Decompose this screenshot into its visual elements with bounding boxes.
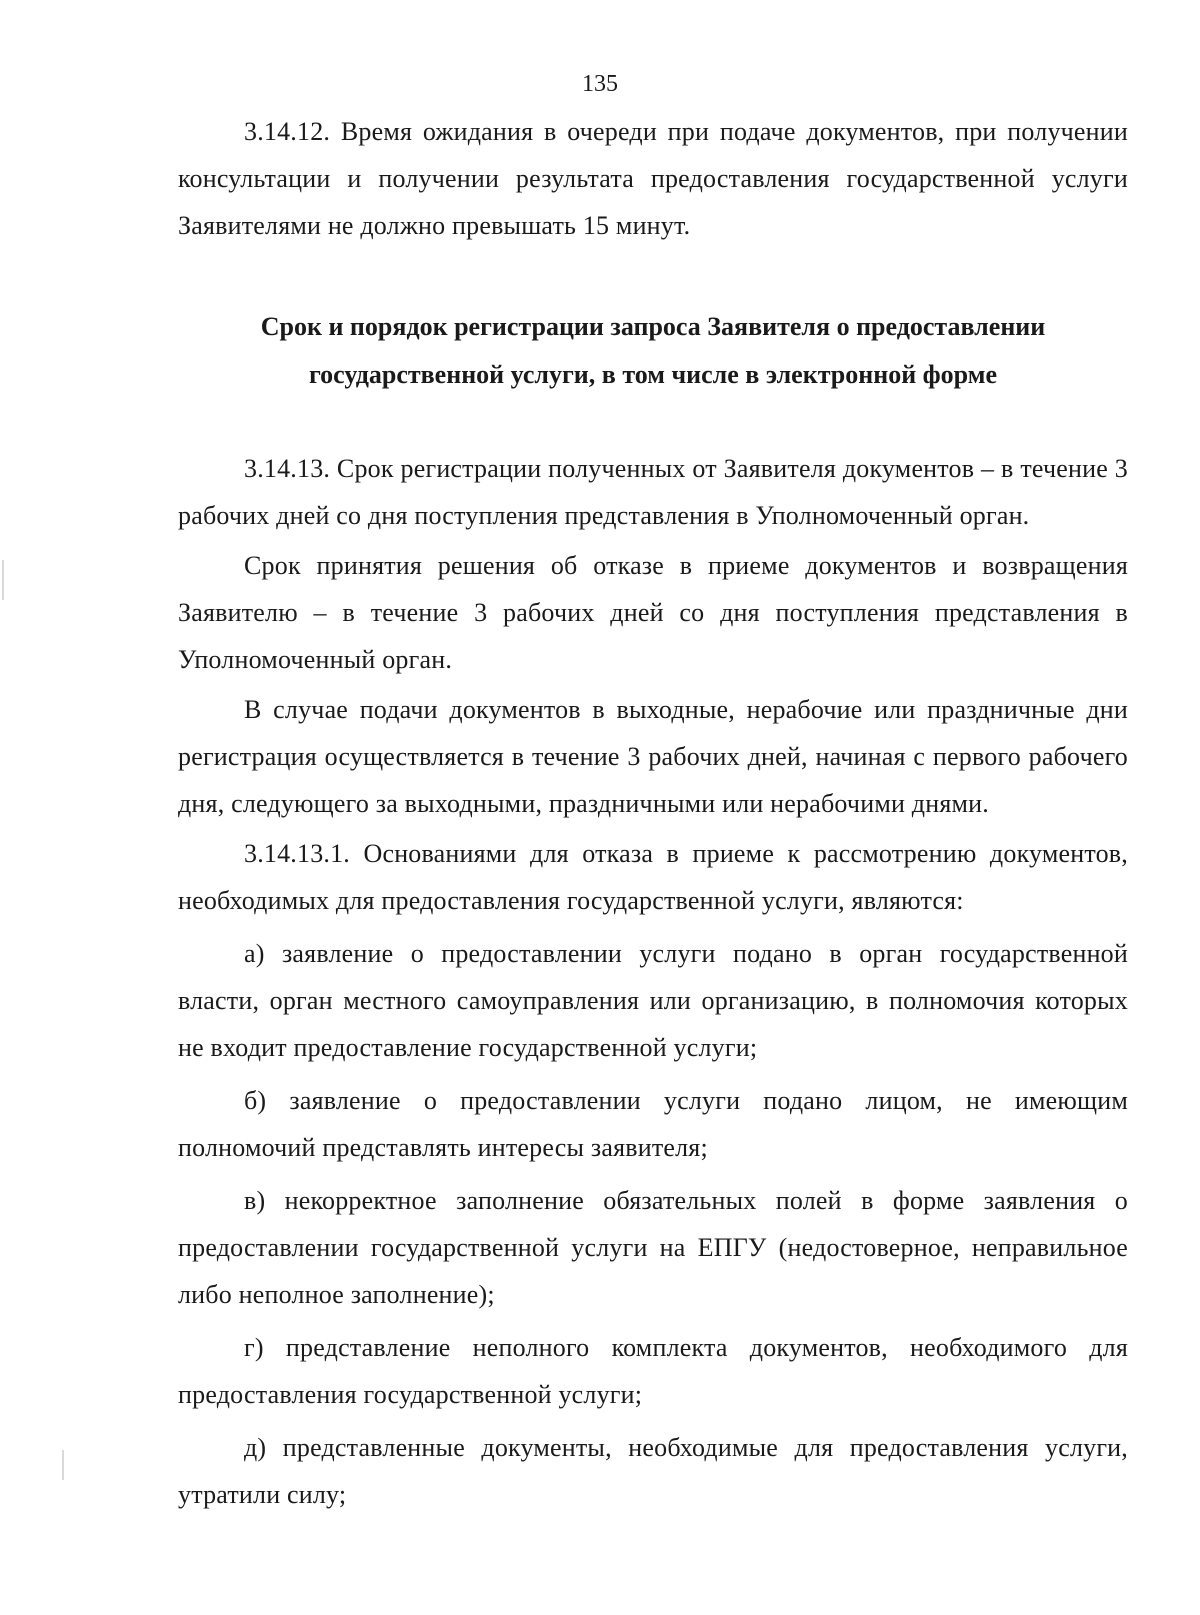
paragraph-3-14-13-1: 3.14.13.1. Основаниями для отказа в приеме к рассмотрению документов, необходимых для предоставления государственной услуги, являются: [178,839,1128,915]
scan-edge-mark [62,1450,64,1480]
page-number: 135 [582,71,618,97]
scan-edge-mark [2,560,4,600]
paragraph-3-14-12: 3.14.12. Время ожидания в очереди при подаче документов, при получении консультации и получении результата предоставления государственной услуги Заявителями не должно превышать 15 минут. [178,117,1128,240]
list-item-g: г) представление неполного комплекта документов, необходимого для предоставления государственной услуги; [178,1333,1128,1409]
list-item-a: а) заявление о предоставлении услуги подано в орган государственной власти, орган местного самоуправления или организацию, в полномочия которых не входит предоставление государственной услуги; [178,939,1128,1062]
document-body [178,108,1128,1518]
list-item-d: д) представленные документы, необходимые для предоставления услуги, утратили силу; [178,1433,1128,1509]
paragraph-3-14-13: 3.14.13. Срок регистрации полученных от Заявителя документов – в течение 3 рабочих дней со дня поступления представления в Уполномоченный орган. [178,454,1128,530]
paragraph-holidays: В случае подачи документов в выходные, нерабочие или праздничные дни регистрация осуществляется в течение 3 рабочих дней, начиная с первого рабочего дня, следующего за выходными, праздничными или нерабочими днями. [178,695,1128,818]
list-item-b: б) заявление о предоставлении услуги подано лицом, не имеющим полномочий представлять интересы заявителя; [178,1086,1128,1162]
section-heading-line: Срок и порядок регистрации запроса Заявителя о предоставлении [260,312,1046,341]
section-heading [178,303,1128,399]
section-heading-line: государственной услуги, в том числе в электронной форме [309,360,997,389]
list-item-v: в) некорректное заполнение обязательных полей в форме заявления о предоставлении государственной услуги на ЕПГУ (недостоверное, неправильное либо неполное заполнение); [178,1186,1128,1309]
paragraph-refusal-term: Срок принятия решения об отказе в приеме документов и возвращения Заявителю – в течение 3 рабочих дней со дня поступления представления в Уполномоченный орган. [178,551,1128,674]
